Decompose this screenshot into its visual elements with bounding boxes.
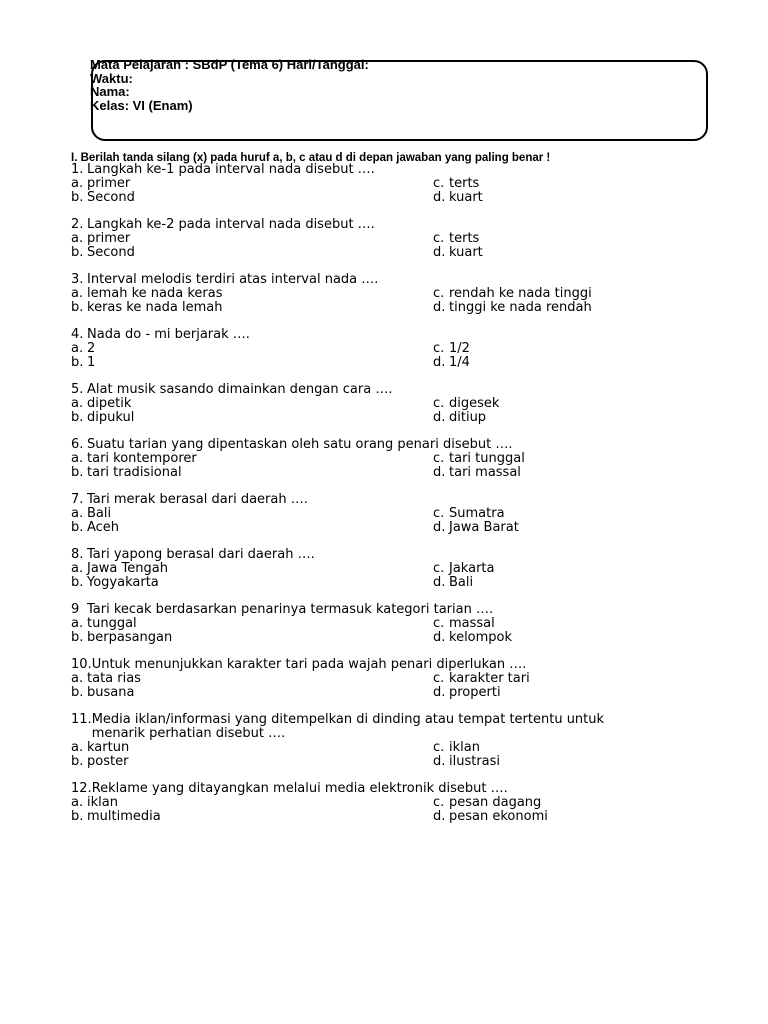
- option-row: [71, 397, 671, 411]
- question-number: 8.: [71, 547, 84, 562]
- question-text: Media iklan/informasi yang ditempelkan di dinding atau tempat tertentu untuk menarik perhatian disebut ….: [91, 712, 605, 741]
- question-stem: [71, 163, 671, 177]
- header-name: Nama:: [90, 84, 130, 99]
- option-row: [71, 810, 671, 824]
- answer-option: [71, 672, 433, 686]
- option-text: Jawa Barat: [449, 520, 519, 535]
- option-text: tari tradisional: [87, 465, 182, 480]
- answer-option: [71, 741, 433, 755]
- option-letter: b.: [71, 410, 84, 425]
- option-text: pesan ekonomi: [449, 809, 548, 824]
- option-text: tari massal: [449, 465, 521, 480]
- question-number: 12.: [71, 781, 92, 796]
- question-stem: [71, 658, 671, 672]
- option-text: digesek: [449, 396, 500, 411]
- option-letter: a.: [71, 506, 84, 521]
- question-list: [71, 163, 671, 837]
- option-text: 2: [87, 341, 96, 356]
- option-letter: b.: [71, 630, 84, 645]
- option-letter: c.: [433, 176, 445, 191]
- question-number: 3.: [71, 272, 84, 287]
- question-text: Tari kecak berdasarkan penarinya termasuk kategori tarian ….: [87, 602, 494, 617]
- question-item: [71, 493, 671, 535]
- option-text: lemah ke nada keras: [87, 286, 223, 301]
- option-text: ditiup: [449, 410, 487, 425]
- question-text: Reklame yang ditayangkan melalui media elektronik disebut ….: [91, 781, 508, 796]
- answer-option: [433, 576, 473, 590]
- question-number: 6.: [71, 437, 84, 452]
- answer-option: [71, 177, 433, 191]
- option-row: [71, 617, 671, 631]
- question-number: 1.: [71, 162, 84, 177]
- answer-option: [71, 686, 433, 700]
- question-number: 4.: [71, 327, 84, 342]
- option-letter: a.: [71, 671, 84, 686]
- option-letter: c.: [433, 286, 445, 301]
- question-number: 2.: [71, 217, 84, 232]
- option-letter: c.: [433, 231, 445, 246]
- option-letter: d.: [433, 520, 446, 535]
- option-row: [71, 521, 671, 535]
- option-letter: b.: [71, 355, 84, 370]
- question-stem: [71, 493, 671, 507]
- question-text: Tari yapong berasal dari daerah ….: [87, 547, 315, 562]
- answer-option: [71, 562, 433, 576]
- answer-option: [433, 356, 470, 370]
- answer-option: [433, 617, 495, 631]
- option-letter: d.: [433, 630, 446, 645]
- option-letter: a.: [71, 341, 84, 356]
- option-letter: b.: [71, 575, 84, 590]
- answer-option: [71, 810, 433, 824]
- option-row: [71, 672, 671, 686]
- answer-option: [71, 191, 433, 205]
- answer-option: [433, 397, 499, 411]
- option-row: [71, 576, 671, 590]
- option-letter: d.: [433, 754, 446, 769]
- question-stem: [71, 782, 671, 796]
- header-class: Kelas: VI (Enam): [90, 97, 193, 113]
- answer-option: [433, 521, 519, 535]
- question-text: Interval melodis terdiri atas interval nada ….: [87, 272, 379, 287]
- option-text: Second: [87, 190, 135, 205]
- answer-option: [71, 232, 433, 246]
- option-row: [71, 411, 671, 425]
- option-text: tari tunggal: [449, 451, 525, 466]
- question-stem: [71, 218, 671, 232]
- answer-option: [433, 686, 501, 700]
- option-letter: b.: [71, 685, 84, 700]
- question-text: Untuk menunjukkan karakter tari pada wajah penari diperlukan ….: [91, 657, 527, 672]
- option-row: [71, 452, 671, 466]
- option-letter: b.: [71, 754, 84, 769]
- option-letter: c.: [433, 451, 445, 466]
- option-letter: a.: [71, 396, 84, 411]
- option-text: 1: [87, 355, 96, 370]
- question-stem: [71, 548, 671, 562]
- option-text: primer: [87, 231, 131, 246]
- option-text: dipetik: [87, 396, 132, 411]
- option-letter: d.: [433, 355, 446, 370]
- option-letter: c.: [433, 341, 445, 356]
- header-info: [90, 58, 369, 112]
- option-text: karakter tari: [449, 671, 530, 686]
- option-letter: a.: [71, 176, 84, 191]
- option-letter: a.: [71, 451, 84, 466]
- option-letter: d.: [433, 245, 446, 260]
- option-letter: c.: [433, 740, 445, 755]
- option-letter: c.: [433, 396, 445, 411]
- option-row: [71, 686, 671, 700]
- question-stem: [71, 438, 671, 452]
- option-text: kelompok: [449, 630, 513, 645]
- answer-option: [71, 287, 433, 301]
- question-stem: [71, 713, 671, 741]
- question-text: Suatu tarian yang dipentaskan oleh satu orang penari disebut ….: [87, 437, 513, 452]
- option-text: ilustrasi: [449, 754, 501, 769]
- answer-option: [433, 562, 494, 576]
- option-row: [71, 796, 671, 810]
- option-letter: c.: [433, 561, 445, 576]
- option-row: [71, 301, 671, 315]
- option-text: Bali: [87, 506, 112, 521]
- option-letter: d.: [433, 465, 446, 480]
- option-row: [71, 562, 671, 576]
- answer-option: [433, 232, 479, 246]
- answer-option: [71, 507, 433, 521]
- option-text: kartun: [87, 740, 130, 755]
- answer-option: [433, 672, 530, 686]
- option-row: [71, 466, 671, 480]
- option-letter: c.: [433, 506, 445, 521]
- option-text: kuart: [449, 245, 483, 260]
- option-text: iklan: [449, 740, 480, 755]
- answer-option: [433, 177, 479, 191]
- option-row: [71, 287, 671, 301]
- answer-option: [71, 617, 433, 631]
- option-row: [71, 177, 671, 191]
- question-item: [71, 328, 671, 370]
- option-row: [71, 356, 671, 370]
- question-item: [71, 383, 671, 425]
- option-letter: a.: [71, 286, 84, 301]
- answer-option: [71, 342, 433, 356]
- question-number: 5.: [71, 382, 84, 397]
- option-row: [71, 191, 671, 205]
- option-text: busana: [87, 685, 135, 700]
- question-item: [71, 782, 671, 824]
- option-text: iklan: [87, 795, 118, 810]
- option-letter: d.: [433, 685, 446, 700]
- option-row: [71, 246, 671, 260]
- option-letter: a.: [71, 561, 84, 576]
- answer-option: [433, 466, 521, 480]
- question-text: Langkah ke-2 pada interval nada disebut ….: [87, 217, 375, 232]
- question-item: [71, 548, 671, 590]
- answer-option: [71, 356, 433, 370]
- option-row: [71, 232, 671, 246]
- answer-option: [71, 796, 433, 810]
- answer-option: [71, 301, 433, 315]
- option-text: terts: [449, 176, 480, 191]
- answer-option: [71, 631, 433, 645]
- option-text: tunggal: [87, 616, 137, 631]
- option-letter: d.: [433, 809, 446, 824]
- answer-option: [433, 301, 592, 315]
- option-letter: c.: [433, 795, 445, 810]
- question-text: Nada do - mi berjarak ….: [87, 327, 250, 342]
- option-letter: d.: [433, 300, 446, 315]
- option-letter: b.: [71, 520, 84, 535]
- option-text: tari kontemporer: [87, 451, 197, 466]
- answer-option: [71, 397, 433, 411]
- option-letter: d.: [433, 190, 446, 205]
- option-letter: b.: [71, 190, 84, 205]
- answer-option: [433, 246, 483, 260]
- option-letter: c.: [433, 671, 445, 686]
- question-number: 7.: [71, 492, 84, 507]
- option-text: Second: [87, 245, 135, 260]
- answer-option: [433, 810, 548, 824]
- option-letter: a.: [71, 740, 84, 755]
- question-stem: [71, 273, 671, 287]
- question-number: 11.: [71, 712, 92, 727]
- option-text: Bali: [449, 575, 474, 590]
- question-item: [71, 218, 671, 260]
- question-text: Alat musik sasando dimainkan dengan cara ….: [87, 382, 393, 397]
- question-number: 10.: [71, 657, 92, 672]
- option-row: [71, 507, 671, 521]
- question-stem: [71, 603, 671, 617]
- option-text: kuart: [449, 190, 483, 205]
- answer-option: [433, 191, 483, 205]
- answer-option: [433, 342, 470, 356]
- question-item: [71, 603, 671, 645]
- answer-option: [433, 411, 486, 425]
- question-text: Langkah ke-1 pada interval nada disebut ….: [87, 162, 375, 177]
- option-text: tata rias: [87, 671, 141, 686]
- header-subject: Mata Pelajaran : SBdP (Tema 6) Hari/Tanggal:: [90, 57, 369, 72]
- option-letter: b.: [71, 300, 84, 315]
- answer-option: [71, 411, 433, 425]
- option-text: poster: [87, 754, 129, 769]
- header-time: Waktu:: [90, 70, 133, 86]
- question-number: 9: [71, 602, 80, 617]
- answer-option: [71, 576, 433, 590]
- option-row: [71, 741, 671, 755]
- option-letter: b.: [71, 465, 84, 480]
- answer-option: [71, 466, 433, 480]
- option-letter: b.: [71, 809, 84, 824]
- option-letter: b.: [71, 245, 84, 260]
- instruction-text: I. Berilah tanda silang (x) pada huruf a, b, c atau d di depan jawaban yang paling benar !: [71, 152, 551, 164]
- option-letter: d.: [433, 410, 446, 425]
- option-text: berpasangan: [87, 630, 173, 645]
- option-letter: a.: [71, 231, 84, 246]
- question-item: [71, 273, 671, 315]
- answer-option: [433, 452, 525, 466]
- option-text: Yogyakarta: [87, 575, 159, 590]
- question-stem: [71, 328, 671, 342]
- option-text: Sumatra: [449, 506, 505, 521]
- option-text: rendah ke nada tinggi: [449, 286, 592, 301]
- option-letter: c.: [433, 616, 445, 631]
- answer-option: [433, 741, 480, 755]
- option-text: properti: [449, 685, 501, 700]
- option-row: [71, 342, 671, 356]
- question-stem: [71, 383, 671, 397]
- option-text: terts: [449, 231, 480, 246]
- option-text: 1/2: [449, 341, 470, 356]
- answer-option: [433, 631, 512, 645]
- option-text: tinggi ke nada rendah: [449, 300, 592, 315]
- answer-option: [71, 452, 433, 466]
- option-letter: a.: [71, 795, 84, 810]
- answer-option: [71, 755, 433, 769]
- question-text: Tari merak berasal dari daerah ….: [87, 492, 308, 507]
- option-letter: d.: [433, 575, 446, 590]
- option-text: keras ke nada lemah: [87, 300, 223, 315]
- option-text: dipukul: [87, 410, 135, 425]
- answer-option: [433, 755, 500, 769]
- question-item: [71, 713, 671, 769]
- option-text: Aceh: [87, 520, 120, 535]
- answer-option: [71, 521, 433, 535]
- option-letter: a.: [71, 616, 84, 631]
- option-text: Jawa Tengah: [87, 561, 168, 576]
- option-row: [71, 631, 671, 645]
- answer-option: [433, 507, 505, 521]
- option-text: multimedia: [87, 809, 161, 824]
- question-item: [71, 658, 671, 700]
- question-item: [71, 163, 671, 205]
- option-row: [71, 755, 671, 769]
- answer-option: [433, 796, 541, 810]
- option-text: pesan dagang: [449, 795, 542, 810]
- option-text: massal: [449, 616, 495, 631]
- option-text: 1/4: [449, 355, 470, 370]
- answer-option: [71, 246, 433, 260]
- option-text: primer: [87, 176, 131, 191]
- answer-option: [433, 287, 592, 301]
- option-text: Jakarta: [449, 561, 495, 576]
- question-item: [71, 438, 671, 480]
